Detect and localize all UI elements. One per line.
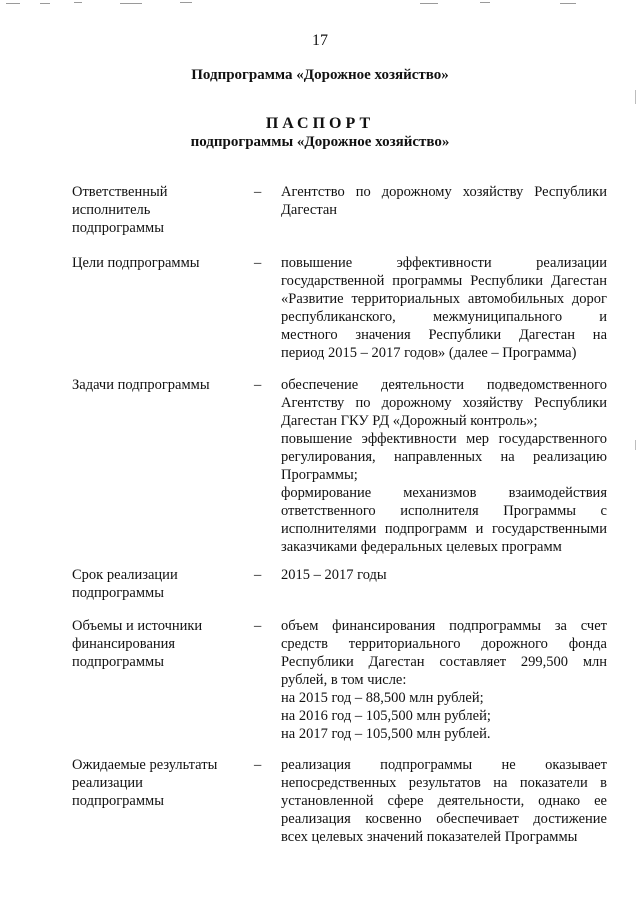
row-label-line: исполнитель — [72, 202, 151, 218]
scan-dot — [560, 3, 576, 4]
row-label-line: подпрограммы — [72, 585, 164, 601]
scan-dot — [420, 3, 438, 4]
row-dash: – — [254, 757, 262, 773]
row-value-line: средств территориального дорожного фонда — [281, 636, 607, 652]
row-value-line: 2015 – 2017 годы — [281, 567, 387, 583]
subprogram-heading: Подпрограмма «Дорожное хозяйство» — [191, 67, 449, 83]
row-value — [281, 756, 607, 846]
row-value-line: период 2015 – 2017 годов» (далее – Программа) — [281, 345, 577, 361]
row-value-line: всех целевых значений показателей Программы — [281, 829, 578, 845]
row-label — [72, 566, 242, 602]
row-dash: – — [254, 567, 262, 583]
row-label — [72, 254, 242, 272]
scan-edge-mark — [635, 90, 636, 104]
row-label-line: реализации — [72, 775, 143, 791]
scan-dot — [40, 3, 50, 4]
row-label-line: Задачи подпрограммы — [72, 377, 210, 393]
row-label — [72, 183, 242, 237]
row-value-line: Дагестан — [281, 202, 338, 218]
passport-subtitle: подпрограммы «Дорожное хозяйство» — [190, 134, 450, 150]
row-value-line: повышение эффективности мер государственного — [281, 431, 607, 447]
row-value-line: формирование механизмов взаимодействия — [281, 485, 607, 501]
row-value-line: реализация косвенно обеспечивает достижение — [281, 811, 607, 827]
row-label-line: подпрограммы — [72, 654, 164, 670]
row-value-line: на 2017 год – 105,500 млн рублей. — [281, 726, 491, 742]
row-dash: – — [254, 618, 262, 634]
row-value-line: исполнителями подпрограмм и государственными — [281, 521, 607, 537]
row-label — [72, 376, 242, 394]
row-label-line: Ожидаемые результаты — [72, 757, 218, 773]
row-value-line: Республики Дагестан составляет 299,500 млн — [281, 654, 607, 670]
row-value-line: Агентство по дорожному хозяйству Республики — [281, 184, 607, 200]
row-dash: – — [254, 255, 262, 271]
row-label-line: Объемы и источники — [72, 618, 203, 634]
row-value-line: повышение эффективности реализации — [281, 255, 607, 271]
row-value-line: местного значения Республики Дагестан на — [281, 327, 607, 343]
scan-dot — [120, 3, 142, 4]
row-label-line: подпрограммы — [72, 220, 164, 236]
passport-title: ПАСПОРТ — [265, 115, 375, 132]
row-value-line: ответственного исполнителя Программы с — [281, 503, 607, 519]
row-label-line: Срок реализации — [72, 567, 178, 583]
row-value-line: заказчиками федеральных целевых программ — [281, 539, 562, 555]
row-value-line: объем финансирования подпрограммы за счет — [281, 618, 607, 634]
row-value-line: установленной сфере деятельности, однако ее — [281, 793, 607, 809]
row-value-line: «Развитие территориальных автомобильных дорог — [281, 291, 607, 307]
row-value — [281, 183, 607, 219]
row-value-line: рублей, в том числе: — [281, 672, 407, 688]
scan-dot — [180, 2, 192, 3]
scan-edge-marks — [0, 0, 640, 8]
row-value-line: реализация подпрограммы не оказывает — [281, 757, 607, 773]
row-value-line: обеспечение деятельности подведомственного — [281, 377, 607, 393]
scan-dot — [74, 2, 82, 3]
scan-edge-mark — [635, 440, 636, 450]
row-value-line: Агентству по дорожному хозяйству Республики — [281, 395, 607, 411]
row-label — [72, 756, 242, 810]
row-value — [281, 617, 607, 743]
scan-dot — [6, 3, 20, 4]
row-value — [281, 566, 607, 584]
row-value-line: республиканского, межмуниципального и — [281, 309, 607, 325]
row-label-line: подпрограммы — [72, 793, 164, 809]
row-value-line: Дагестан ГКУ РД «Дорожный контроль»; — [281, 413, 538, 429]
row-value-line: Программы; — [281, 467, 358, 483]
row-value-line: непосредственных результатов на показатели в — [281, 775, 607, 791]
row-dash: – — [254, 184, 262, 200]
row-value — [281, 254, 607, 362]
row-label-line: финансирования — [72, 636, 176, 652]
row-label — [72, 617, 242, 671]
row-value-line: государственной программы Республики Дагестан — [281, 273, 607, 289]
scan-dot — [480, 2, 490, 3]
row-value-line: регулирования, направленных на реализацию — [281, 449, 607, 465]
row-label-line: Ответственный — [72, 184, 168, 200]
page-number: 17 — [312, 32, 328, 49]
row-label-line: Цели подпрограммы — [72, 255, 200, 271]
row-value — [281, 376, 607, 556]
row-value-line: на 2016 год – 105,500 млн рублей; — [281, 708, 491, 724]
row-value-line: на 2015 год – 88,500 млн рублей; — [281, 690, 484, 706]
row-dash: – — [254, 377, 262, 393]
